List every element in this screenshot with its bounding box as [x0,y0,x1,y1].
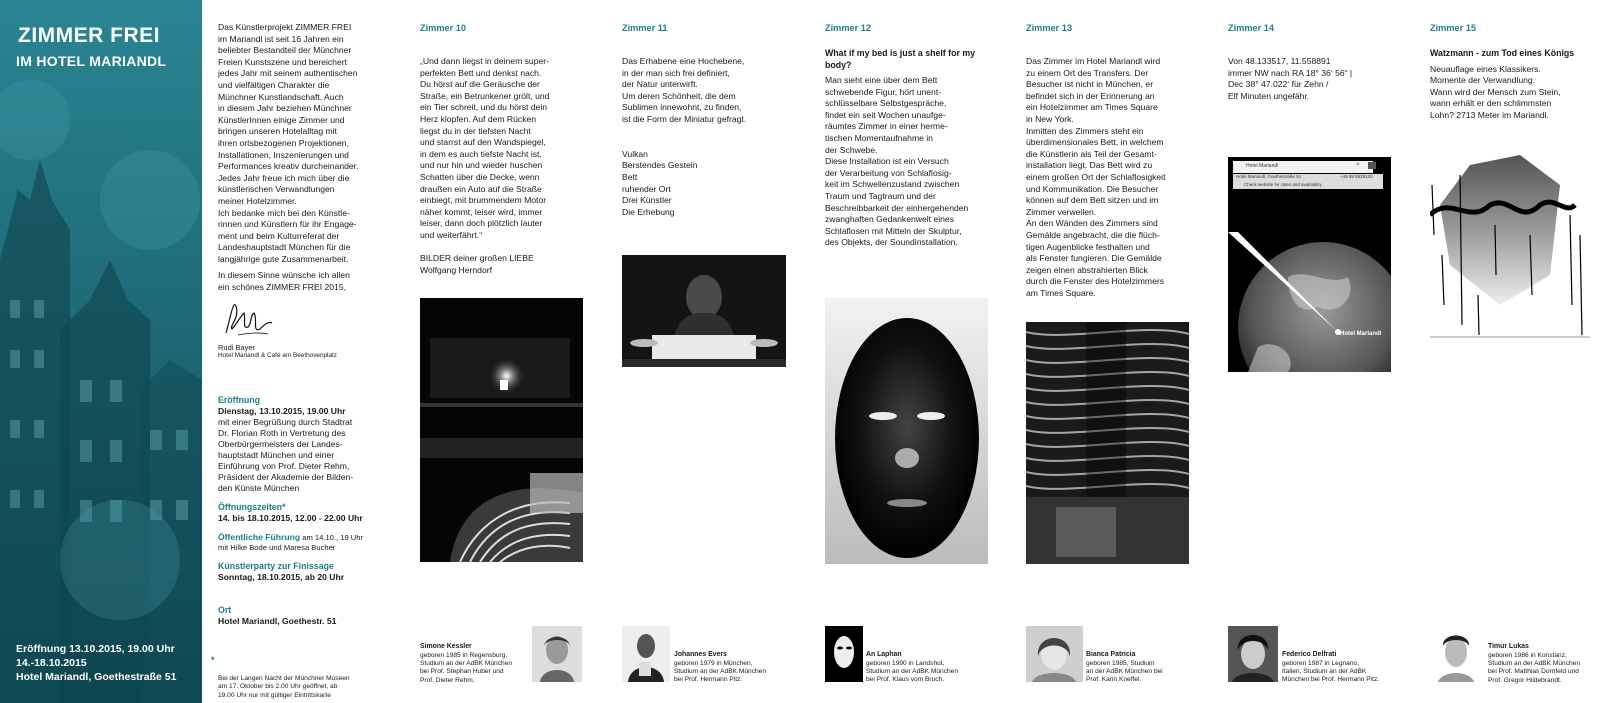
room-text: Das Zimmer im Hotel Mariandl wird zu einem Ort des Transfers. Der Besucher ist nicht in München, er befindet sich in der Erinnerung an ein Hotelzimmer am Times Square in New York. Inmitten des Zimmers steht ein überdimensionales Bett, in welchem die Künstlerin als Teil der Gesamt- installation liegt. Das Bett wird zu einem großen Ort der Schlaflosigkeit und Kommunikation. Die Besucher können auf dem Bett sitzen und im Zimmer verweilen. An den Wänden des Zimmers sind Gemälde angebracht, die die flüch- tigen Augenblicke festhalten und als Fenster fungieren. Die Gemälde zeigen einen abstrahierten Blick durch die Fenster des Hotelzimmers am Times Square. [1026,56,1166,298]
artist-portrait [825,626,863,682]
cover-footer [16,642,176,684]
tour-text: am 14.10., 19 Uhr [300,533,364,542]
room-14-map [1228,157,1391,372]
place-label: Ort [218,605,232,615]
cover-subtitle: IM HOTEL MARIANDL [16,53,167,69]
room-text: Das Erhabene eine Hochebene, in der man sich frei definiert, der Natur unterwirft. Um deren Schönheit, die dem Sublimen innewohnt, zu finden, ist die Form der Miniatur gefragt. Vulkan Berstendes Gestein Bett ruhender Ort Drei Künstler Die Erhebung [622,56,747,217]
map-phone-text: +49 89 5529100 [1340,174,1373,179]
room-title: Zimmer 11 [622,23,668,33]
artist-name: Simone Kessler [420,643,472,650]
room-title: Zimmer 10 [420,23,466,33]
artist-name: Johannes Evers [674,651,727,658]
artist-name: An Laphan [866,651,902,658]
map-search-text[interactable]: Hotel Mariandl [1246,163,1279,169]
room-15-column [1430,22,1598,121]
footnote-text: Bei der Langen Nacht der Münchner Museen am 17. Oktober bis 2.00 Uhr geöffnet, ab 19.00 Uhr nur mit gültiger Eintrittskarte [218,674,350,699]
room-title: Zimmer 15 [1430,23,1476,33]
artist-bio: geboren 1979 in München, Studium an der AdBK München bei Prof. Hermann Pitz. [674,659,767,684]
artist-an-laphan [866,625,958,685]
party-label: Künstlerparty zur Finissage [218,561,334,571]
tour-label: Öffentliche Führung [218,532,301,542]
cover-footer-dates: 14.-18.10.2015 [16,657,87,669]
artist-simone-kessler [420,625,512,685]
artist-bio: geboren 1987 in Legnano, Italien, Studium an der AdBK München bei Prof. Hermann Pitz. [1282,659,1380,684]
room-11-photo [622,255,786,367]
room-heading: Watzmann - zum Tod eines Königs [1430,48,1575,58]
map-result-text[interactable]: Hotel Mariandl, Goethestraße 51 [1236,174,1302,179]
party-text: Sonntag, 18.10.2015, ab 20 Uhr [218,572,345,582]
room-title: Zimmer 13 [1026,23,1072,33]
artist-timur-lukas [1488,625,1580,685]
cover-title: ZIMMER FREI [18,24,160,47]
tour-guides: mit Hilke Bode und Maresa Bucher [218,543,336,552]
opening-text: mit einer Begrüßung durch Stadtrat Dr. Florian Roth in Vertretung des Oberbürgermeisters der Landes- hauptstadt München und einer Einführung von Prof. Dieter Rehm, Präsident der Akademie der Bilden- den Künste München [218,417,354,493]
event-info [218,395,390,627]
room-text: Neuauflage eines Klassikers. Momente der Verwandlung. Wann wird der Mensch zum Stein, wann erhält er den schlimmsten Lohn? 2713 Meter im Mariandl. [1430,63,1561,120]
artist-bio: geboren 1985 in Regensburg, Studium an der AdBK München bei Prof. Stephan Huber und Prof. Dieter Rehm. [420,651,513,684]
cover-footer-address: Hotel Mariandl, Goethestraße 51 [16,671,177,683]
map-pin-label: Hotel Mariandl [1340,331,1382,337]
artist-name: Timur Lukas [1488,643,1529,650]
opening-date: Dienstag, 13.10.2015, 19.00 Uhr [218,406,346,416]
room-text: Man sieht eine über dem Bett schwebende Figur, hört unent- schlüsselbare Selbstgespräche, findet ein seit Wochen unaufge- räumtes Zimmer in einer herme- tischen Momentaufnahme in der Schwebe. Diese Installation ist ein Versuch der Verarbeitung von Schlaflosig- keit im Schwellenzustand zwischen Traum und Tagtraum und der Beschreibbarkeit der einhergehenden zwanghaften Gedankenwelt eines Schlaflosen mit Mitteln der Skulptur, des Objekts, der Soundinstallation. [825,75,969,248]
artist-portrait [532,626,582,682]
footnote [211,655,397,703]
artist-bianca-patricia [1086,625,1163,685]
room-11-column [622,22,790,218]
hours-text: 14. bis 18.10.2015, 12.00 - 22.00 Uhr [218,513,363,523]
room-text: „Und dann liegst in deinem super- perfekten Bett und denkst nach. Du hörst auf die Geräusche der Straße, ein Betrunkener grölt, und ein Tier schreit, und du hörst dein Herz klopfen. Auf dem Rücken liegst du in der tiefsten Nacht und starrst auf den Wandspiegel, in dem es auch tiefste Nacht ist, und nur hin und wieder huschen Schatten über die Decke, wenn draußen ein Auto auf die Straße einbiegt, mit brummendem Motor näher kommt, leiser wird, immer leiser, dann doch plötzlich lauter und weiterfährt.“ BILDER deiner großen LIEBE Wolfgang Herndorf [420,56,550,275]
room-title: Zimmer 12 [825,23,871,33]
cover-panel [0,0,202,703]
room-13-column [1026,22,1194,299]
artist-bio: geboren 1986 in Konstanz, Studium an der AdBK München bei Prof. Matthias Dornfeld und Prof. Gregor Hildebrandt. [1488,651,1581,684]
footnote-star: * [211,655,215,665]
artist-portrait [622,626,670,682]
room-14-column [1228,22,1396,102]
room-13-photo [1026,322,1189,564]
room-12-photo [825,298,988,564]
tour-line [218,532,390,543]
intro-closing: In diesem Sinne wünsche ich allen ein schönes ZIMMER FREI 2015, [218,270,350,293]
map-close-icon[interactable]: × [1356,162,1360,168]
artist-johannes-evers [674,625,766,685]
signature-icon [218,299,386,343]
room-10-column [420,22,588,276]
map-check-text[interactable]: Check website for rates and availability [1244,182,1322,187]
room-heading: What if my bed is just a shelf for my body? [825,48,976,70]
cover-footer-opening: Eröffnung 13.10.2015, 19.00 Uhr [16,643,175,655]
cover-hotel-illustration [0,0,202,703]
room-title: Zimmer 14 [1228,23,1274,33]
artist-bio: geboren 1985, Studium an der AdBK München bei Prof. Karin Kneffel. [1086,659,1163,684]
place-text: Hotel Mariandl, Goethestr. 51 [218,616,337,626]
artist-name: Federico Delfrati [1282,651,1337,658]
opening-label: Eröffnung [218,395,261,405]
intro-column [218,22,386,360]
artist-portrait [1430,626,1482,682]
artist-portrait [1228,626,1278,682]
artist-federico-delfrati [1282,625,1379,685]
artist-name: Bianca Patricia [1086,651,1136,658]
artist-portrait [1026,626,1083,682]
artist-bio: geboren 1990 in Landshut, Studium an der AdBK München bei Prof. Klaus vom Bruch. [866,659,959,684]
map-search-icon[interactable] [1368,162,1376,169]
hours-label: Öffnungszeiten* [218,502,286,512]
signature-name: Rudi Bayer [218,342,256,352]
signature-affiliation: Hotel Mariandl & Café am Beethovenplatz [218,351,338,359]
room-15-drawing [1430,155,1590,340]
room-12-column [825,22,993,249]
intro-paragraph: Das Künstlerprojekt ZIMMER FREI im Mariandl ist seit 16 Jahren ein beliebter Bestandteil der Münchner Freien Kunstszene und bereichert jedes Jahr mit seinem authentischen und vielfältigen Charakter die Münchner Kunstlandschaft. Auch in diesem Jahr beziehen Münchner KünstlerInnen einige Zimmer und bringen unseren Hotelalltag mit ihren ortsbezogenen Projektionen, Installationen, Inszenierungen und Performances kreativ durcheinander. Jedes Jahr freue ich mich über die künstlerischen Verwandlungen meiner Hotelzimmer. Ich bedanke mich bei den Künstle- rinnen und Künstlern für ihr Engage- ment und beim Kulturreferat der Landeshauptstadt München für die langjährige gute Zusammenarbeit. [218,22,359,264]
room-10-photo [420,298,583,562]
room-text: Von 48.133517, 11.558891 immer NW nach RA 18° 36‘ 56“ | Dec 38° 47.022‘ für Zehn / Elf Minuten ungefähr. [1228,56,1353,101]
